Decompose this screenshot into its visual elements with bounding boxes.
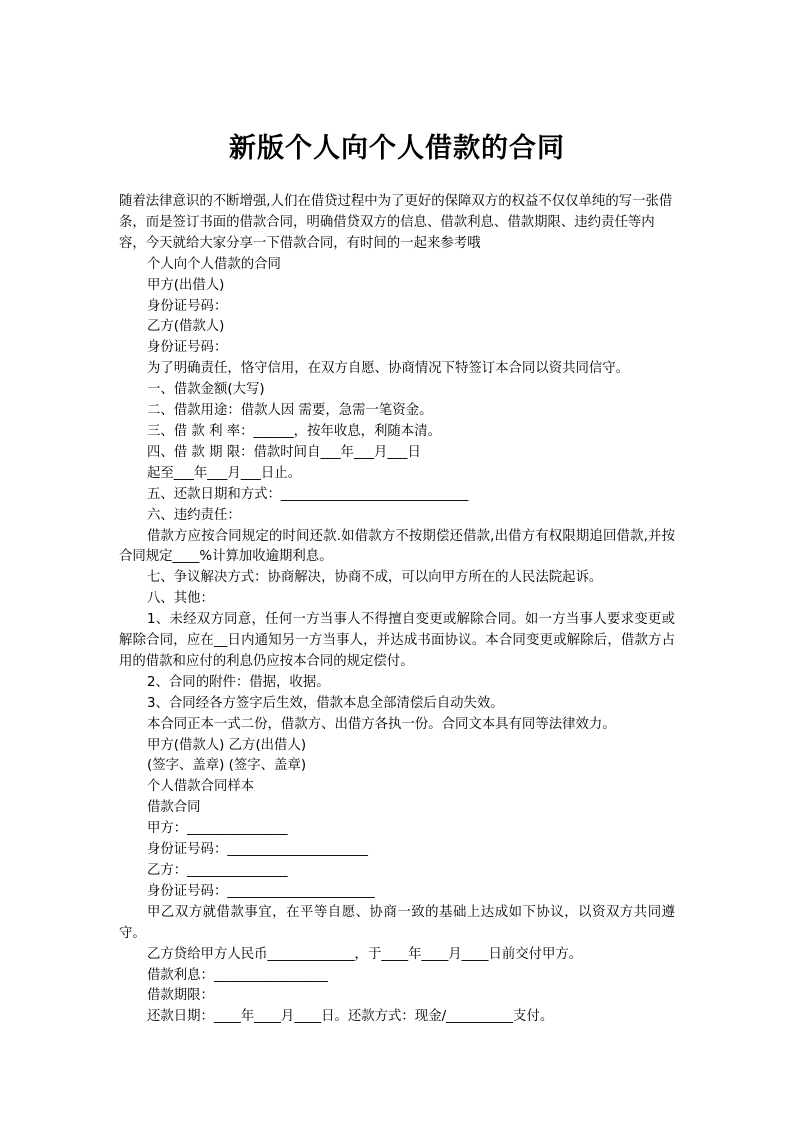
clause-other-heading: 八、其他： bbox=[147, 591, 214, 607]
clause-other-2: 2、合同的附件：借据，收据。 bbox=[147, 674, 330, 690]
sample-loan-amount: 乙方贷给甲方人民币_____________，于____年____月____日前交付甲方。 bbox=[147, 946, 583, 962]
clause-loan-term-end: 起至___年___月___日止。 bbox=[147, 465, 301, 481]
copies-statement: 本合同正本一式二份，借款方、出借方各执一份。合同文本具有同等法律效力。 bbox=[147, 716, 616, 732]
preamble: 为了明确责任，恪守信用，在双方自愿、协商情况下特签订本合同以资共同信守。 bbox=[147, 361, 630, 377]
clause-other-3: 3、合同经各方签字后生效，借款本息全部清偿后自动失效。 bbox=[147, 695, 504, 711]
clause-interest-rate: 三、借 款 利 率：______，按年收息，利随本清。 bbox=[147, 423, 441, 439]
clause-loan-term: 四、借 款 期 限：借款时间自___年___月___日 bbox=[147, 444, 421, 460]
sample-repayment: 还款日期：____年____月____日。还款方式：现金/__________支付。 bbox=[147, 1009, 554, 1025]
sample-term: 借款期限： bbox=[147, 988, 214, 1004]
clause-loan-purpose: 二、借款用途：借款人因 需要，急需一笔资金。 bbox=[147, 403, 433, 419]
clause-loan-amount: 一、借款金额(大写) bbox=[147, 382, 265, 398]
sample-party-b: 乙方：_______________ bbox=[147, 863, 288, 878]
party-a-lender: 甲方(出借人) bbox=[147, 277, 225, 293]
clause-dispute: 七、争议解决方式：协商解决，协商不成，可以向甲方所在的人民法院起诉。 bbox=[147, 570, 603, 586]
intro-paragraph: 随着法律意识的不断增强,人们在借贷过程中为了更好的保障双方的权益不仅仅单纯的写一张借条，而是签订书面的借款合同，明确借贷双方的信息、借款利息、借款期限、违约责任等内容，今天就给大家分享一下借款合同，有时间的一起来参考哦 bbox=[119, 194, 673, 251]
document-title: 新版个人向个人借款的合同 bbox=[229, 133, 565, 164]
signature-parties: 甲方(借款人) 乙方(出借人) bbox=[147, 737, 307, 753]
sample-party-b-id: 身份证号码：______________________ bbox=[147, 883, 375, 899]
sample-interest: 借款利息：_________________ bbox=[147, 967, 328, 983]
sample-party-a-id: 身份证号码：_____________________ bbox=[147, 842, 368, 858]
party-a-id-number: 身份证号码： bbox=[147, 298, 228, 314]
sample-party-a: 甲方：_______________ bbox=[147, 821, 288, 837]
sample-agreement: 甲乙双方就借款事宜，在平等自愿、协商一致的基础上达成如下协议，以资双方共同遵守。 bbox=[119, 904, 675, 941]
sample-subtitle: 借款合同 bbox=[147, 800, 201, 816]
clause-liability-text: 借款方应按合同规定的时间还款.如借款方不按期偿还借款,出借方有权限期追回借款,并按合同规定____%计算加收逾期利息。 bbox=[119, 528, 675, 565]
party-b-id-number: 身份证号码： bbox=[147, 340, 228, 356]
clause-other-1: 1、未经双方同意，任何一方当事人不得擅自变更或解除合同。如一方当事人要求变更或解除合同，应在__日内通知另一方当事人，并达成书面协议。本合同变更或解除后，借款方占用的借款和应付的利息仍应按本合同的规定偿付。 bbox=[119, 612, 675, 669]
party-b-borrower: 乙方(借款人) bbox=[147, 319, 225, 335]
signature-stamps: (签字、盖章) (签字、盖章) bbox=[147, 758, 307, 774]
document-body bbox=[119, 192, 675, 1028]
contract-subtitle: 个人向个人借款的合同 bbox=[147, 256, 281, 272]
sample-title: 个人借款合同样本 bbox=[147, 779, 255, 795]
clause-repayment: 五、还款日期和方式：____________________________ bbox=[147, 486, 469, 502]
clause-liability-heading: 六、违约责任： bbox=[147, 507, 241, 523]
